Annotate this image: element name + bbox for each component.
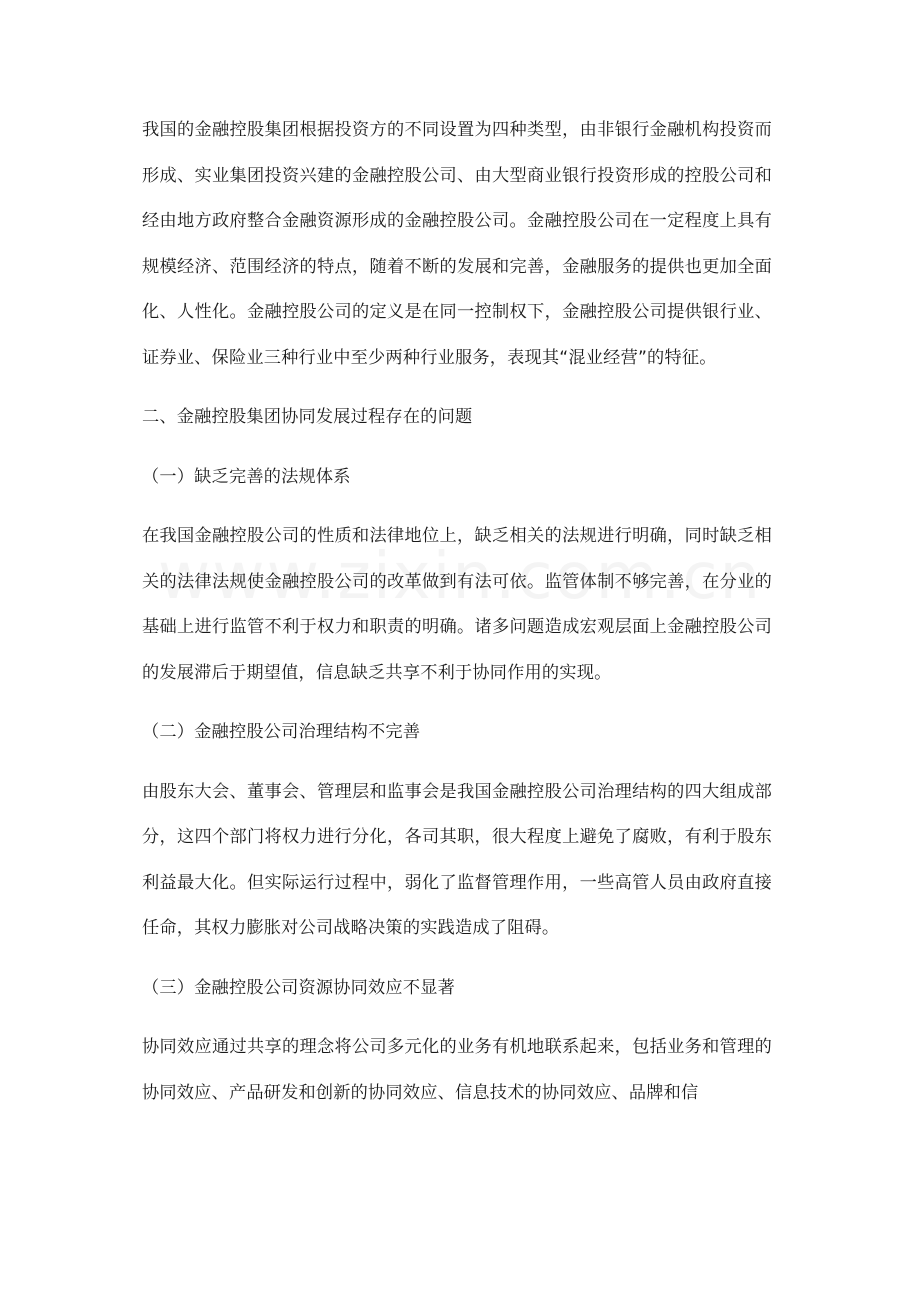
paragraph-governance: 由股东大会、董事会、管理层和监事会是我国金融控股公司治理结构的四大组成部分，这四个部门将权力进行分化，各司其职，很大程度上避免了腐败，有利于股东利益最大化。但实际运行过程中，弱化了监督管理作用，一些高管人员由政府直接任命，其权力膨胀对公司战略决策的实践造成了阻碍。 xyxy=(142,781,772,938)
subheading-3: （三）金融控股公司资源协同效应不显著 xyxy=(142,977,455,998)
paragraph-synergy: 协同效应通过共享的理念将公司多元化的业务有机地联系起来，包括业务和管理的协同效应、产品研发和创新的协同效应、信息技术的协同效应、品牌和信 xyxy=(142,1037,772,1103)
paragraph-intro: 我国的金融控股集团根据投资方的不同设置为四种类型，由非银行金融机构投资而形成、实业集团投资兴建的金融控股公司、由大型商业银行投资形成的控股公司和经由地方政府整合金融资源形成的金融控股公司。金融控股公司在一定程度上具有规模经济、范围经济的特点，随着不断的发展和完善，金融服务的提供也更加全面化、人性化。金融控股公司的定义是在同一控制权下，金融控股公司提供银行业、证券业、保险业三种行业中至少两种行业服务，表现其“混业经营”的特征。 xyxy=(142,120,772,368)
subheading-1: （一）缺乏完善的法规体系 xyxy=(142,466,351,487)
section-heading-2: 二、金融控股集团协同发展过程存在的问题 xyxy=(142,407,473,427)
document-body xyxy=(142,108,772,1130)
paragraph-regulation: 在我国金融控股公司的性质和法律地位上，缺乏相关的法规进行明确，同时缺乏相关的法律法规使金融控股公司的改革做到有法可依。监管体制不够完善，在分业的基础上进行监管不利于权力和职责的明确。诸多问题造成宏观层面上金融控股公司的发展滞后于期望值，信息缺乏共享不利于协同作用的实现。 xyxy=(142,526,772,683)
subheading-2: （二）金融控股公司治理结构不完善 xyxy=(142,722,421,742)
